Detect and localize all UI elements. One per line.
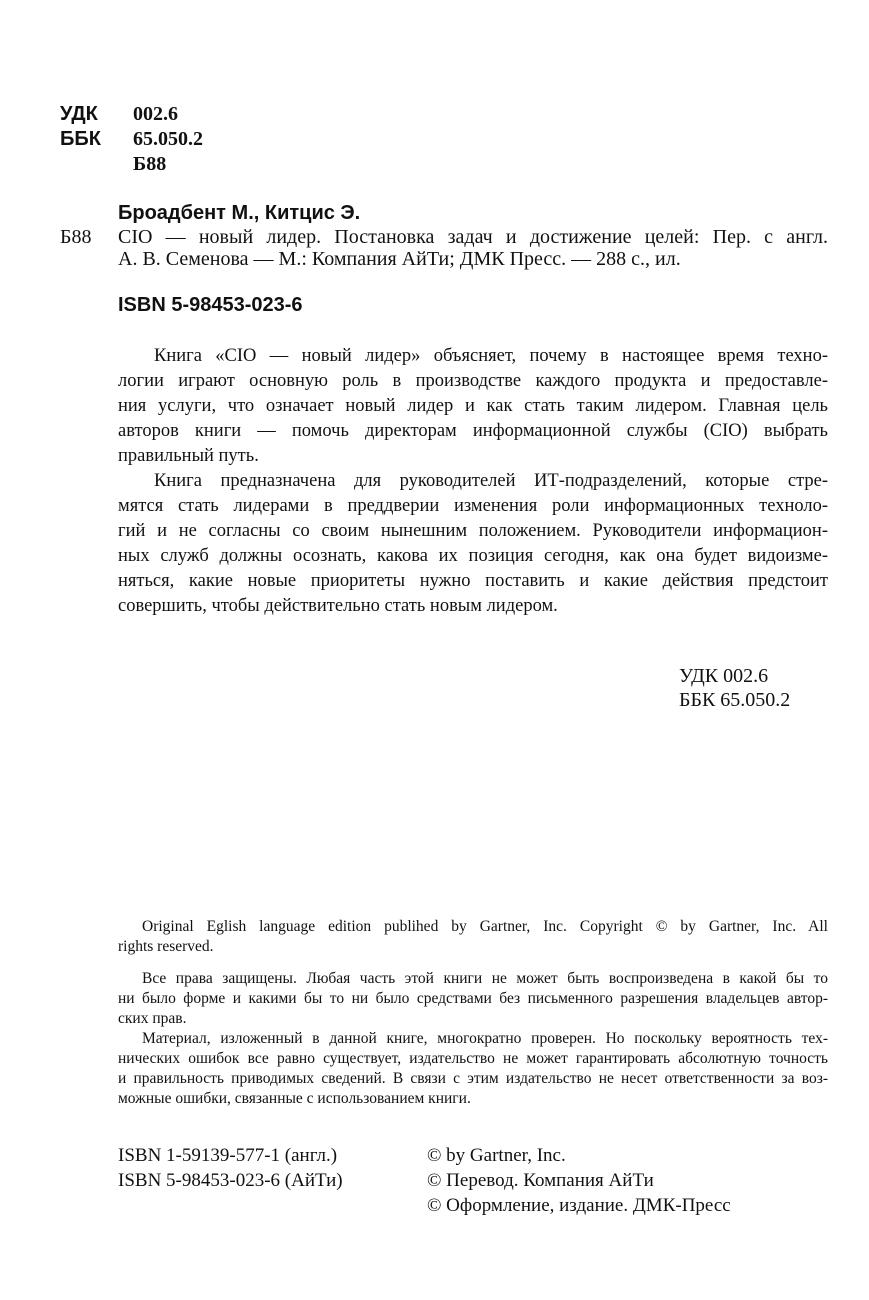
original-edition-notice xyxy=(118,917,828,957)
annotation-line: Книга предназначена для руководителей ИТ-подразделений, которые стре- xyxy=(154,471,828,491)
bbk-repeat: ББК 65.050.2 xyxy=(679,689,791,711)
annotation-line: совершить, чтобы действительно стать новым лидером. xyxy=(118,596,558,616)
annotation-line: логии играют основную роль в производстве каждого продукта и предоставле- xyxy=(118,371,828,391)
bbk-value: 65.050.2 xyxy=(133,128,203,150)
legal-line: rights reserved. xyxy=(118,938,214,955)
title-line-2: А. В. Семенова — М.: Компания АйТи; ДМК Пресс. — 288 с., ил. xyxy=(118,248,681,270)
legal-line: Материал, изложенный в данной книге, многократно проверен. Но поскольку вероятность тех- xyxy=(142,1030,828,1047)
annotation-paragraph-2 xyxy=(118,469,828,619)
legal-line: ских прав. xyxy=(118,1010,187,1027)
annotation-line: гий и не согласны со своим нынешним положением. Руководители информацион- xyxy=(118,521,828,541)
legal-line: Все права защищены. Любая часть этой книги не может быть воспроизведена в какой бы то xyxy=(142,970,828,987)
annotation-line: авторов книги — помочь директорам информационной службы (CIO) выбрать xyxy=(118,421,828,441)
annotation-paragraph-1 xyxy=(118,344,828,469)
annotation-line: ных служб должны осознать, какова их позиция сегодня, как она будет видоизме- xyxy=(118,546,828,566)
udk-label: УДК xyxy=(60,103,98,125)
annotation-line: ния услуги, что означает новый лидер и как стать таким лидером. Главная цель xyxy=(118,396,828,416)
legal-line: нических ошибок все равно существует, издательство не может гарантировать абсолютную точность xyxy=(118,1050,828,1067)
disclaimer-notice xyxy=(118,1029,828,1109)
annotation-line: правильный путь. xyxy=(118,446,259,466)
copyright-design: © Оформление, издание. ДМК-Пресс xyxy=(427,1195,731,1216)
annotation-line: мятся стать лидерами в преддверии изменения роли информационных техноло- xyxy=(118,496,828,516)
udk-value: 002.6 xyxy=(133,103,178,125)
author-mark: Б88 xyxy=(133,153,167,175)
legal-line: ни было форме и какими бы то ни было средствами без письменного разрешения владельцев автор- xyxy=(118,990,828,1007)
authors: Броадбент М., Китцис Э. xyxy=(118,202,361,224)
legal-line: можные ошибки, связанные с использованием книги. xyxy=(118,1090,471,1107)
bbk-label: ББК xyxy=(60,128,101,150)
isbn-russian: ISBN 5-98453-023-6 (АйТи) xyxy=(118,1170,343,1191)
annotation-line: Книга «CIO — новый лидер» объясняет, почему в настоящее время техно- xyxy=(154,346,828,366)
rights-notice xyxy=(118,969,828,1029)
legal-line: Original Eglish language edition publihed by Gartner, Inc. Copyright © by Gartner, Inc. All xyxy=(142,918,828,935)
copyright-gartner: © by Gartner, Inc. xyxy=(427,1145,566,1166)
copyright-translation: © Перевод. Компания АйТи xyxy=(427,1170,654,1191)
title-line-1: CIO — новый лидер. Постановка задач и достижение целей: Пер. с англ. xyxy=(118,226,828,248)
isbn-english: ISBN 1-59139-577-1 (англ.) xyxy=(118,1145,338,1166)
entry-mark: Б88 xyxy=(60,226,92,248)
isbn-bold: ISBN 5-98453-023-6 xyxy=(118,294,303,316)
legal-line: и правильность приводимых сведений. В связи с этим издательство не несет ответственности за воз- xyxy=(118,1070,828,1087)
annotation-line: няться, какие новые приоритеты нужно поставить и какие действия предстоит xyxy=(118,571,828,591)
udk-repeat: УДК 002.6 xyxy=(679,665,769,687)
